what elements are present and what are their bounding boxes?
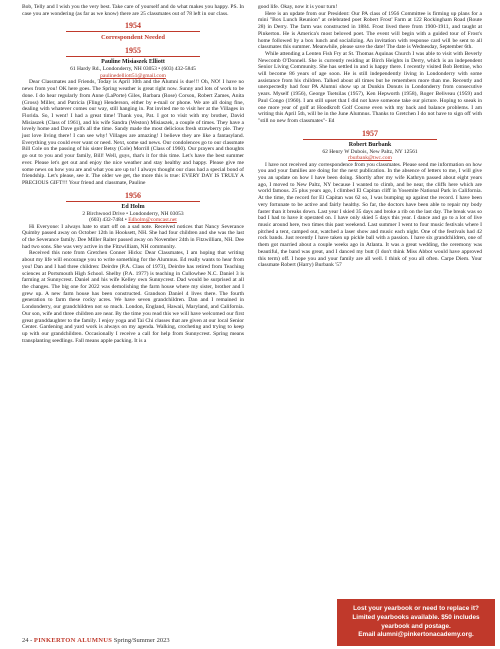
left-column [22, 4, 244, 344]
correspondent-address-1957: 62 Henry W Dubois, New Paltz, NY 12561 [322, 148, 418, 155]
correspondent-needed: Correspondent Needed [101, 34, 165, 42]
correspondent-phone-1956: (603) 432-7484 • [89, 217, 129, 224]
year-heading-1956: 1956 [125, 190, 141, 200]
correspondent-name-1955: Pauline Misiaszek Elliott [101, 59, 165, 66]
class-note-1957: I have not received any correspondence from you classmates. Please send me information on how you and your families are doing for the next publication. In the absence of letters to me, I will give you an update on how I have been doing. Shortly after my wife Kathryn passed about eight years ago, I moved to New Paltz, NY because I wanted to climb, and be near, the cliffs here which are world famous. 25 plus years ago, I climbed El Capitan cliff in Yosemite National Park in California. At the time, the record for El Capitan was 62 so, I was bumping up against the record. I have been very fortunate to be active and fairly healthy. So far, the doctors have been able to repair my body faster than it breaks down. Last year I skied 35 days and broke a rib on the last day. The break was so bad I had to have it operated on. I have only skied 5 days this year. I dance and go to a lot of live music around here, two times this past weekend. Last summer I went to four music festivals where I pitched a tent, camped out, watched a laser show and music each night. One of the festivals had 42 rock bands. Just recently I have taken up pickle ball with a passion. I have six grandchildren, one of them got married about a couple weeks ago in Atlanta. It was a great wedding, the ceremony was beautiful, the band was great, and I danced my butt (I don't think Miss Abbot would have approved this term) off. I hope you and your family are all well. I think of you all often. Carpe Diem. Your classmate Robert (Harry) Burbank '57 [258, 161, 482, 269]
continued-paragraph: good life. Okay, now it is your turn! [258, 4, 338, 10]
promo-line: Lost your yearbook or need to replace it? [353, 605, 479, 613]
year-divider [66, 201, 199, 202]
promo-email[interactable]: Email alumni@pinkertonacademy.org. [358, 631, 474, 639]
reunion-update: Here is an update from our President: Our PA class of 1956 Committee is firming up plans for a mini "Box Lunch Reunion" at celebrated poet Robert Frost' Farm at 122 Rockingham Road (Route 28) in Derry. The farm was constructed in 1884. Frost lived there from 1900-1911, and taught at Pinkerton. He is America's most beloved poet. The event will begin with a guided tour of Frost's home followed by a box lunch and socializing. An invitation with response card will be sent to all classmates this summer. Meanwhile, please save the date! The date is Wednesday, September 6th. [258, 10, 482, 51]
correspondent-address-1956: 2 Birchwood Drive • Londonderry, NH 03053 [82, 210, 184, 217]
year-divider [66, 56, 199, 57]
yearbook-promo-box [337, 599, 495, 646]
correspondent-name-1956: Ed Holm [121, 203, 145, 210]
issue-date: Spring/Summer 2023 [113, 637, 170, 644]
promo-line: yearbook and postage. [381, 622, 451, 630]
correspondent-email-1957[interactable]: rburbank@twc.com [348, 155, 392, 162]
lenten-fish-fry-note: While attending a Lenten Fish Fry at St. Thomas Aquinas Church I was able to visit with Beverly Newcomb O'Donnell. She is currently residing at Birch Heights in Derry, which is an independent Senior Living Community. She has settled in and is happy there. I recently visited Bob Bettine, who will become 86 years of age soon. He is still independently living in Londonderry with some assistance from his children. Talked about all times but he remembers more than me. Recently and unexpectedly had four PA Alumni show up at Dunkin Donuts in Londonderry from consecutive years. Myself (1956), George Tsetsilas (1957), Ken Hepworth (1958), Roger Beliveau (1959) and Paul Congo (1960). I am still upset that I did not have someone take our picture. Hoping to sneak in one more year of golf at Hoodkroft Golf Course even with my back and balance problems. I am writing this April 5th, will be in the June Alumnus. Thanks to Gretchen I do not have to sign off with "still no new from classmates"- Ed [258, 50, 482, 124]
publication-name: PINKERTON ALUMNUS [33, 637, 113, 644]
correspondent-name-1957: Robert Burbank [348, 141, 392, 148]
correspondent-address-1955: 61 Hardy Rd., Londonderry, NH 03053 • (603) 432-5845 [70, 66, 196, 73]
correspondent-email-1956[interactable]: Edholm@comcast.net [128, 217, 177, 224]
year-heading-1957: 1957 [362, 128, 378, 138]
correspondent-email-1955[interactable]: paulinedelliott51@gmail.com [100, 72, 166, 79]
page-number: 24 - [22, 637, 33, 644]
class-note-1955: Dear Classmates and Friends, Today is April 10th and the Alumni is due!!! Oh, NO! I have no news from you! OK here goes. The Spring weather is great right now. Sunny and lots of work to be done. I do hear regularly from Anne (LaPorte) Giles, Barbara (Rose) Corson, Robert Zames, Anita (Gross) Miller, and Patricia (Fling) Henderson, either by e-mail or phone. We are all doing fine, dealing with whatever comes our way, still hanging in. Pat invited me to visit her at the Villages in Florida. So, I went! I had a great time! Thank you, Pat. I got to visit with my brother, David Misiaszek (Class of 1961), and his wife Sandra (Weston) Misiaszek, a couple of times. They have a lovely home and Dave golfs all the time. Sandy made the most delicious fresh strawberry pie. They just love living there! I can see why! Villages are amazing! I believe they are like a fantasyland. Everything you could ever want or need. Next, some sad news. Our condolences go to our classmate Bill Cole on the passing of his sister Betsy (Cole) Morrill (Class of 1960). Our prayers and thoughts go out to you and your family, Bill! Well, guys, that's it for this time. Let's have the best summer ever. Please let's get out and enjoy the nice weather and stay healthy and happy. Please give me some news on how you are and what you are up to! I always thought our class had a special bond of friendship. Let's please, see it. The older we get, the more this is true: EVERY DAY IS TRULY A PRECIOUS GIFT!!! Your friend and classmate, Pauline [22, 79, 244, 186]
year-heading-1955: 1955 [125, 46, 141, 56]
class-note-1956-gretchen: Received this note from Gretchen Conner Hicks: Dear Classmates, I am hoping that writing about my life will encourage you to write something for the Alumnus. Ed really wants to hear from you! Dan and I had three children: Deirdre (P.A. Class of 1973), Deirdre has retired from Teaching sciences at Portsmouth High School. Shelby (P.A. 1977) is teaching in Cullowhee N.C. Daniel 3 is farming at Sunnycrest. Daniel and his wife Kelley own Sunnycrest. Dad would be surprised at all the changes. The big one for 2022 was demolishing the farm house where my sister, brother and I grew up. A new farm house has been constructed. Grandson Daniel 4 lives there. The fourth generation to farm these rocky acres. We have seven grandchildren. Dan and I remained in Londonderry, our grandchildren not so much. London, England, Hawaii, Maryland, and California. Our son, wife and three children are near. By the time you read this we will have welcomed our first great granddaughter to the family. I enjoy yoga and Tai Chi classes that are given at our local Senior Center. Gardening and yard work is always on my agenda. Walking, crocheting and trying to keep up with our grandchildren. Occasionally I receive a call for help from Sunnycrest. Spring means transplanting seedlings. Fall means apple packing. It is a [22, 250, 244, 344]
year-divider [66, 31, 199, 32]
intro-paragraph: Bob, Telly and I wish you the very best. Take care of yourself and do what makes you happy. PS. In case you are wondering (as far as we know) there are 25 classmates out of 78 left in our class. [22, 4, 244, 17]
promo-line: Limited yearbooks available. $50 includes [352, 613, 480, 621]
year-heading-1954: 1954 [125, 21, 141, 31]
class-note-1956-sad-news: Hi Everyone: I always hate to start off on a sad note. Received notices that Nancy Severance Quimby passed away on October 12th in Hooksett, NH. She had four children and she was the last of the Severance family. Dee Miller Raiter passed away on November 24th in Fitzwilliam, NH. Dee had two sons. She was very active in the Fitzwilliam, NH community. [22, 223, 244, 250]
year-divider [303, 139, 437, 140]
right-column [258, 4, 482, 269]
page-footer [22, 637, 170, 645]
